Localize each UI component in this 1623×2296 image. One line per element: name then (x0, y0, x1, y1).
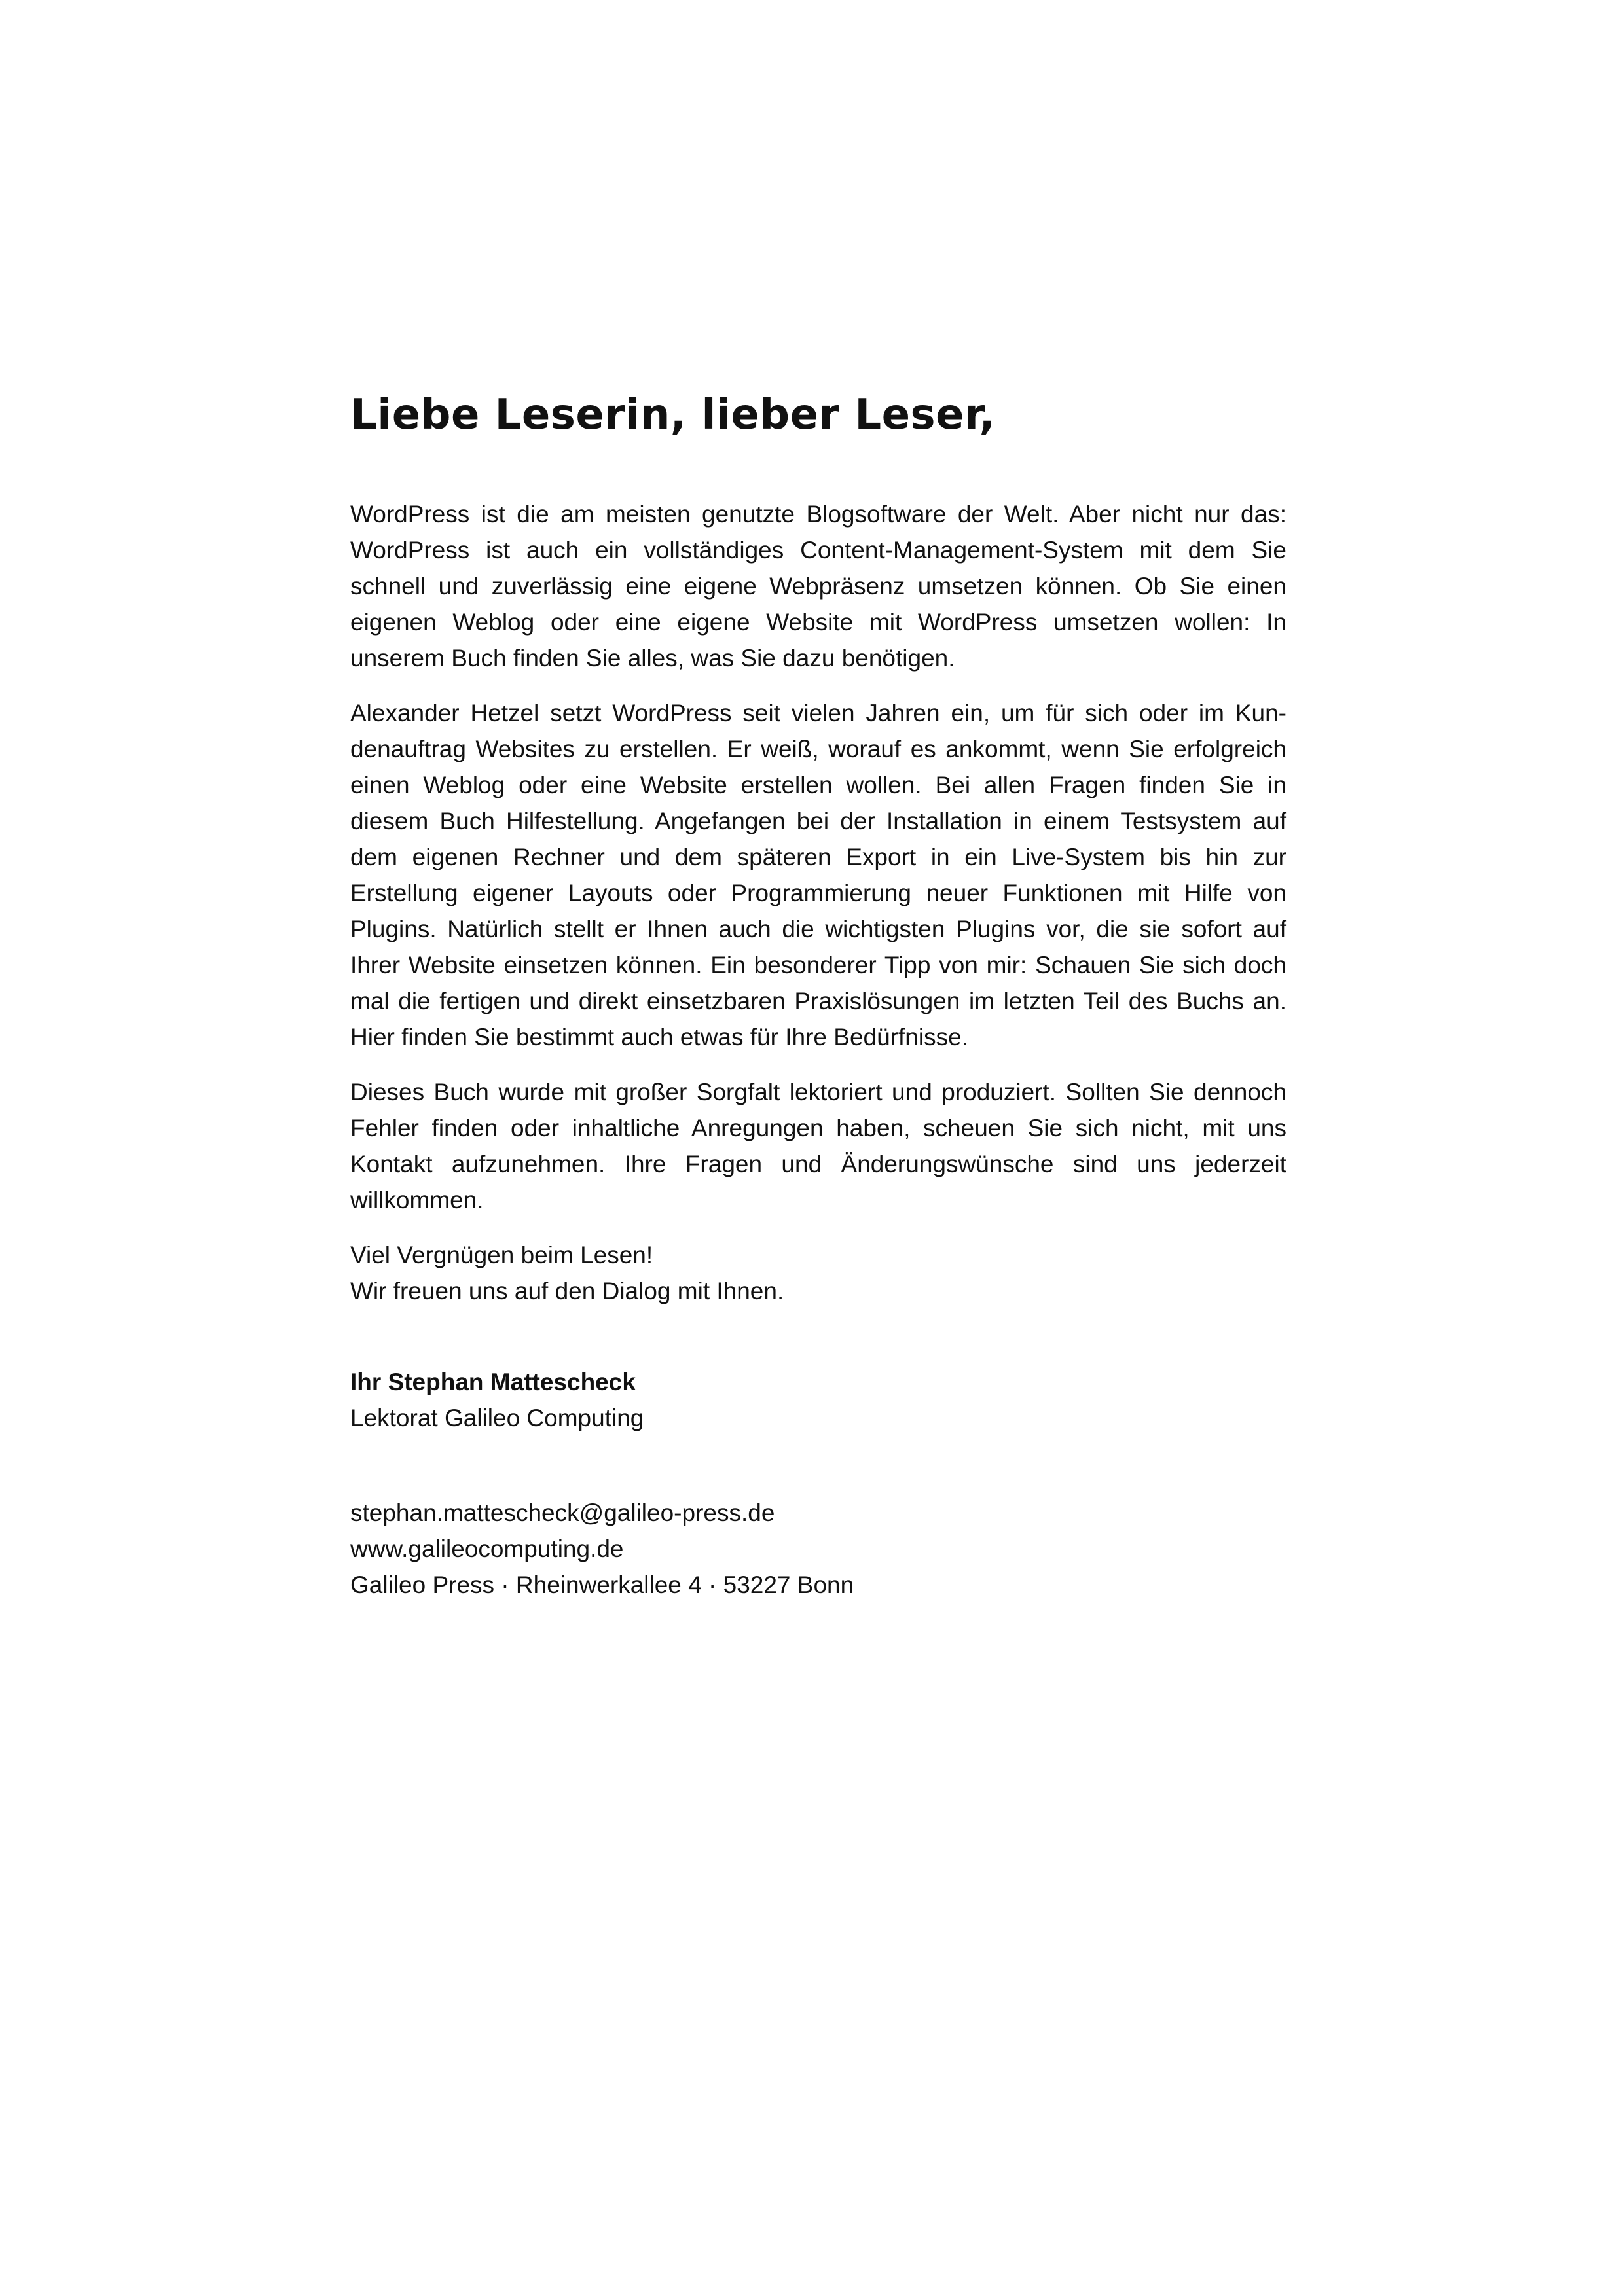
contact-website: www.galileocomputing.de (350, 1535, 624, 1562)
signature-role: Lektorat Galileo Computing (350, 1405, 644, 1431)
closing-line: Wir freuen uns auf den Dialog mit Ihnen. (350, 1278, 784, 1304)
paragraph-author: Alexander Hetzel setzt WordPress seit vielen Jahren ein, um für sich oder im Kundenauftrag Websites zu erstellen. Er weiß, worauf es ankommt, wenn Sie erfolgreich einen Weblog oder eine Website erstellen wollen. Bei allen Fragen finden Sie in diesem Buch Hilfestellung. Angefangen bei der Installation in einem Testsystem auf dem eigenen Rechner und dem späteren Export in ein Live-System bis hin zur Erstellung eigener Layouts oder Programmierung neuer Funktionen mit Hilfe von Plugins. Natürlich stellt er Ihnen auch die wichtigsten Plugins vor, die sie sofort auf Ihrer Website einsetzen können. Ein besonderer Tipp von mir: Schauen Sie sich doch mal die fertigen und direkt einsetzbaren Praxislösungen im letzten Teil des Buchs an. Hier finden Sie bestimmt auch etwas für Ihre Bedürfnisse. (350, 700, 1286, 1050)
letter-heading: Liebe Leserin, lieber Leser, (350, 391, 996, 439)
contact-block (350, 1495, 1286, 1603)
letter-column (350, 386, 1286, 1603)
paragraph-feedback: Dieses Buch wurde mit großer Sorgfalt lektoriert und produziert. Sollten Sie dennoch Fehler finden oder inhaltliche Anregungen haben, scheuen Sie sich nicht, mit uns Kontakt aufzunehmen. Ihre Fragen und Änderungswünsche sind uns jederzeit willkommen. (350, 1079, 1286, 1213)
paragraph-intro: WordPress ist die am meisten genutzte Blogsoftware der Welt. Aber nicht nur das: WordPress ist auch ein vollständiges Content-Management-System mit dem Sie schnell und zuverlässig eine eigene Webpräsenz umsetzen können. Ob Sie einen eigenen Weblog oder eine eigene Website mit WordPress umsetzen wollen: In unserem Buch finden Sie alles, was Sie dazu benötigen. (350, 501, 1286, 672)
contact-email: stephan.mattescheck@galileo-press.de (350, 1499, 775, 1526)
closing-line: Viel Vergnügen beim Lesen! (350, 1242, 653, 1268)
signature-name: Ihr Stephan Mattescheck (350, 1369, 636, 1395)
signature (350, 1364, 1286, 1436)
closing-block (350, 1237, 1286, 1309)
contact-address: Galileo Press · Rheinwerkallee 4 · 53227 Bonn (350, 1571, 854, 1598)
